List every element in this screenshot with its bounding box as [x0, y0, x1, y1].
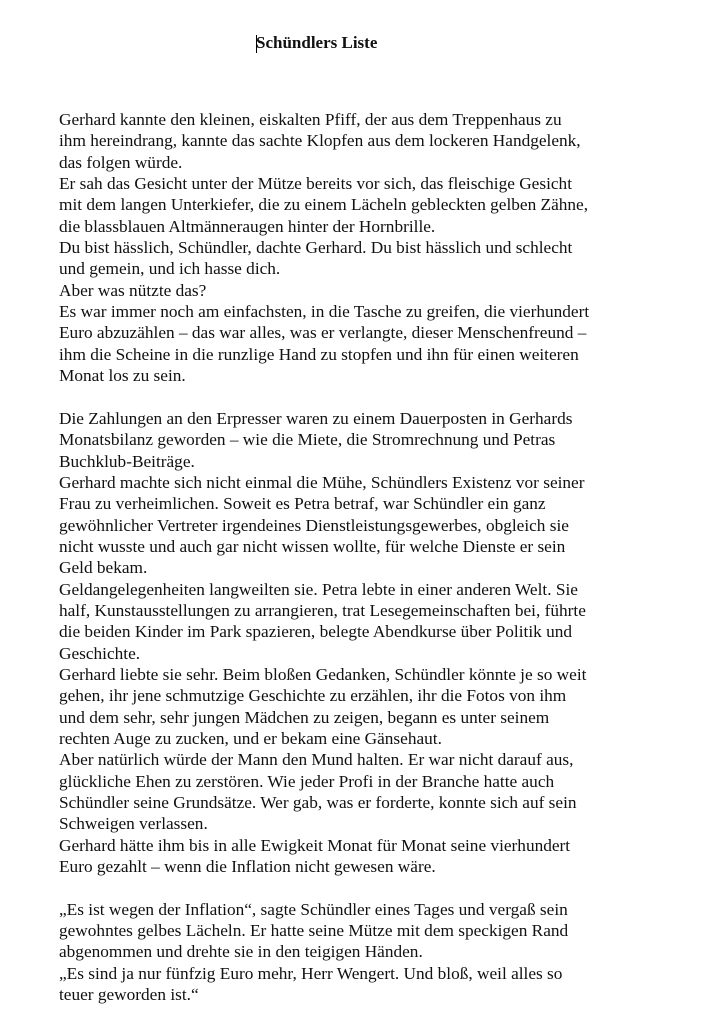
text-line: Geld bekam.	[59, 558, 148, 578]
text-line: Schündler seine Grundsätze. Wer gab, was er forderte, konnte sich auf sein	[59, 793, 577, 812]
text-line: Buchklub-Beiträge.	[59, 451, 195, 471]
text-line: Euro gezahlt – wenn die Inflation nicht gewesen wäre.	[59, 857, 436, 877]
text-line: ihm die Scheine in die runzlige Hand zu stopfen und ihn für einen weiteren	[59, 344, 579, 364]
paragraph	[59, 109, 699, 386]
text-line: Euro abzuzählen – das war alles, was er verlangte, dieser Menschenfreund –	[59, 323, 587, 343]
text-line: gehen, ihr jene schmutzige Geschichte zu erzählen, ihr die Fotos von ihm	[59, 686, 567, 706]
text-line: Gerhard hätte ihm bis in alle Ewigkeit Monat für Monat seine vierhundert	[59, 835, 571, 855]
text-line: Aber was nützte das?	[59, 280, 207, 300]
text-line: Gerhard machte sich nicht einmal die Mühe, Schündlers Existenz vor seiner	[59, 472, 585, 492]
text-line: Du bist hässlich, Schündler, dachte Gerhard. Du bist hässlich und schlecht	[59, 238, 573, 258]
paragraph-gap	[59, 877, 699, 898]
text-line: gewohntes gelbes Lächeln. Er hatte seine Mütze mit dem speckigen Rand	[59, 921, 569, 941]
text-line: Monat los zu sein.	[59, 366, 186, 386]
text-line: teuer geworden ist.“	[59, 985, 199, 1005]
text-line: das folgen würde.	[59, 152, 183, 172]
text-line: und dem sehr, sehr jungen Mädchen zu zeigen, begann es unter seinem	[59, 707, 550, 727]
text-line: gewöhnlicher Vertreter irgendeines Dienstleistungsgewerbes, obgleich sie	[59, 515, 569, 535]
text-line: Frau zu verheimlichen. Soweit es Petra betraf, war Schündler ein ganz	[59, 494, 546, 514]
paragraph	[59, 408, 699, 878]
text-line: Es war immer noch am einfachsten, in die Tasche zu greifen, die vierhundert	[59, 302, 590, 322]
text-line: Geldangelegenheiten langweilten sie. Petra lebte in einer anderen Welt. Sie	[59, 579, 578, 599]
text-line: abgenommen und drehte sie in den teigigen Händen.	[59, 942, 423, 962]
text-line: Die Zahlungen an den Erpresser waren zu einem Dauerposten in Gerhards	[59, 408, 573, 428]
text-line: Geschichte.	[59, 643, 141, 663]
paragraph	[59, 899, 699, 1006]
text-line: half, Kunstausstellungen zu arrangieren, trat Lesegemeinschaften bei, führte	[59, 600, 586, 620]
text-line: die beiden Kinder im Park spazieren, belegte Abendkurse über Politik und	[59, 622, 573, 642]
text-line: die blassblauen Altmänneraugen hinter der Hornbrille.	[59, 216, 436, 236]
text-line: „Es sind ja nur fünfzig Euro mehr, Herr Wengert. Und bloß, weil alles so	[59, 963, 563, 983]
document-title: Schündlers Liste	[256, 33, 378, 52]
text-line: mit dem langen Unterkiefer, die zu einem Lächeln gebleckten gelben Zähne,	[59, 195, 589, 215]
text-line: Gerhard kannte den kleinen, eiskalten Pfiff, der aus dem Treppenhaus zu	[59, 110, 562, 129]
text-line: ihm hereindrang, kannte das sachte Klopfen aus dem lockeren Handgelenk,	[59, 131, 581, 151]
text-line: nicht wusste und auch gar nicht wissen wollte, für welche Dienste er sein	[59, 536, 566, 556]
text-line: Er sah das Gesicht unter der Mütze bereits vor sich, das fleischige Gesicht	[59, 174, 572, 194]
text-line: glückliche Ehen zu zerstören. Wie jeder Profi in der Branche hatte auch	[59, 771, 555, 791]
paragraph-gap	[59, 386, 699, 407]
document-body[interactable]	[59, 109, 699, 1005]
text-line: Aber natürlich würde der Mann den Mund halten. Er war nicht darauf aus,	[59, 750, 574, 770]
text-line: Schweigen verlassen.	[59, 814, 208, 834]
text-line: „Es ist wegen der Inflation“, sagte Schündler eines Tages und vergaß sein	[59, 899, 568, 919]
text-line: Monatsbilanz geworden – wie die Miete, die Stromrechnung und Petras	[59, 430, 556, 450]
text-line: Gerhard liebte sie sehr. Beim bloßen Gedanken, Schündler könnte je so weit	[59, 664, 587, 684]
text-line: und gemein, und ich hasse dich.	[59, 259, 281, 279]
text-line: rechten Auge zu zucken, und er bekam eine Gänsehaut.	[59, 728, 442, 748]
